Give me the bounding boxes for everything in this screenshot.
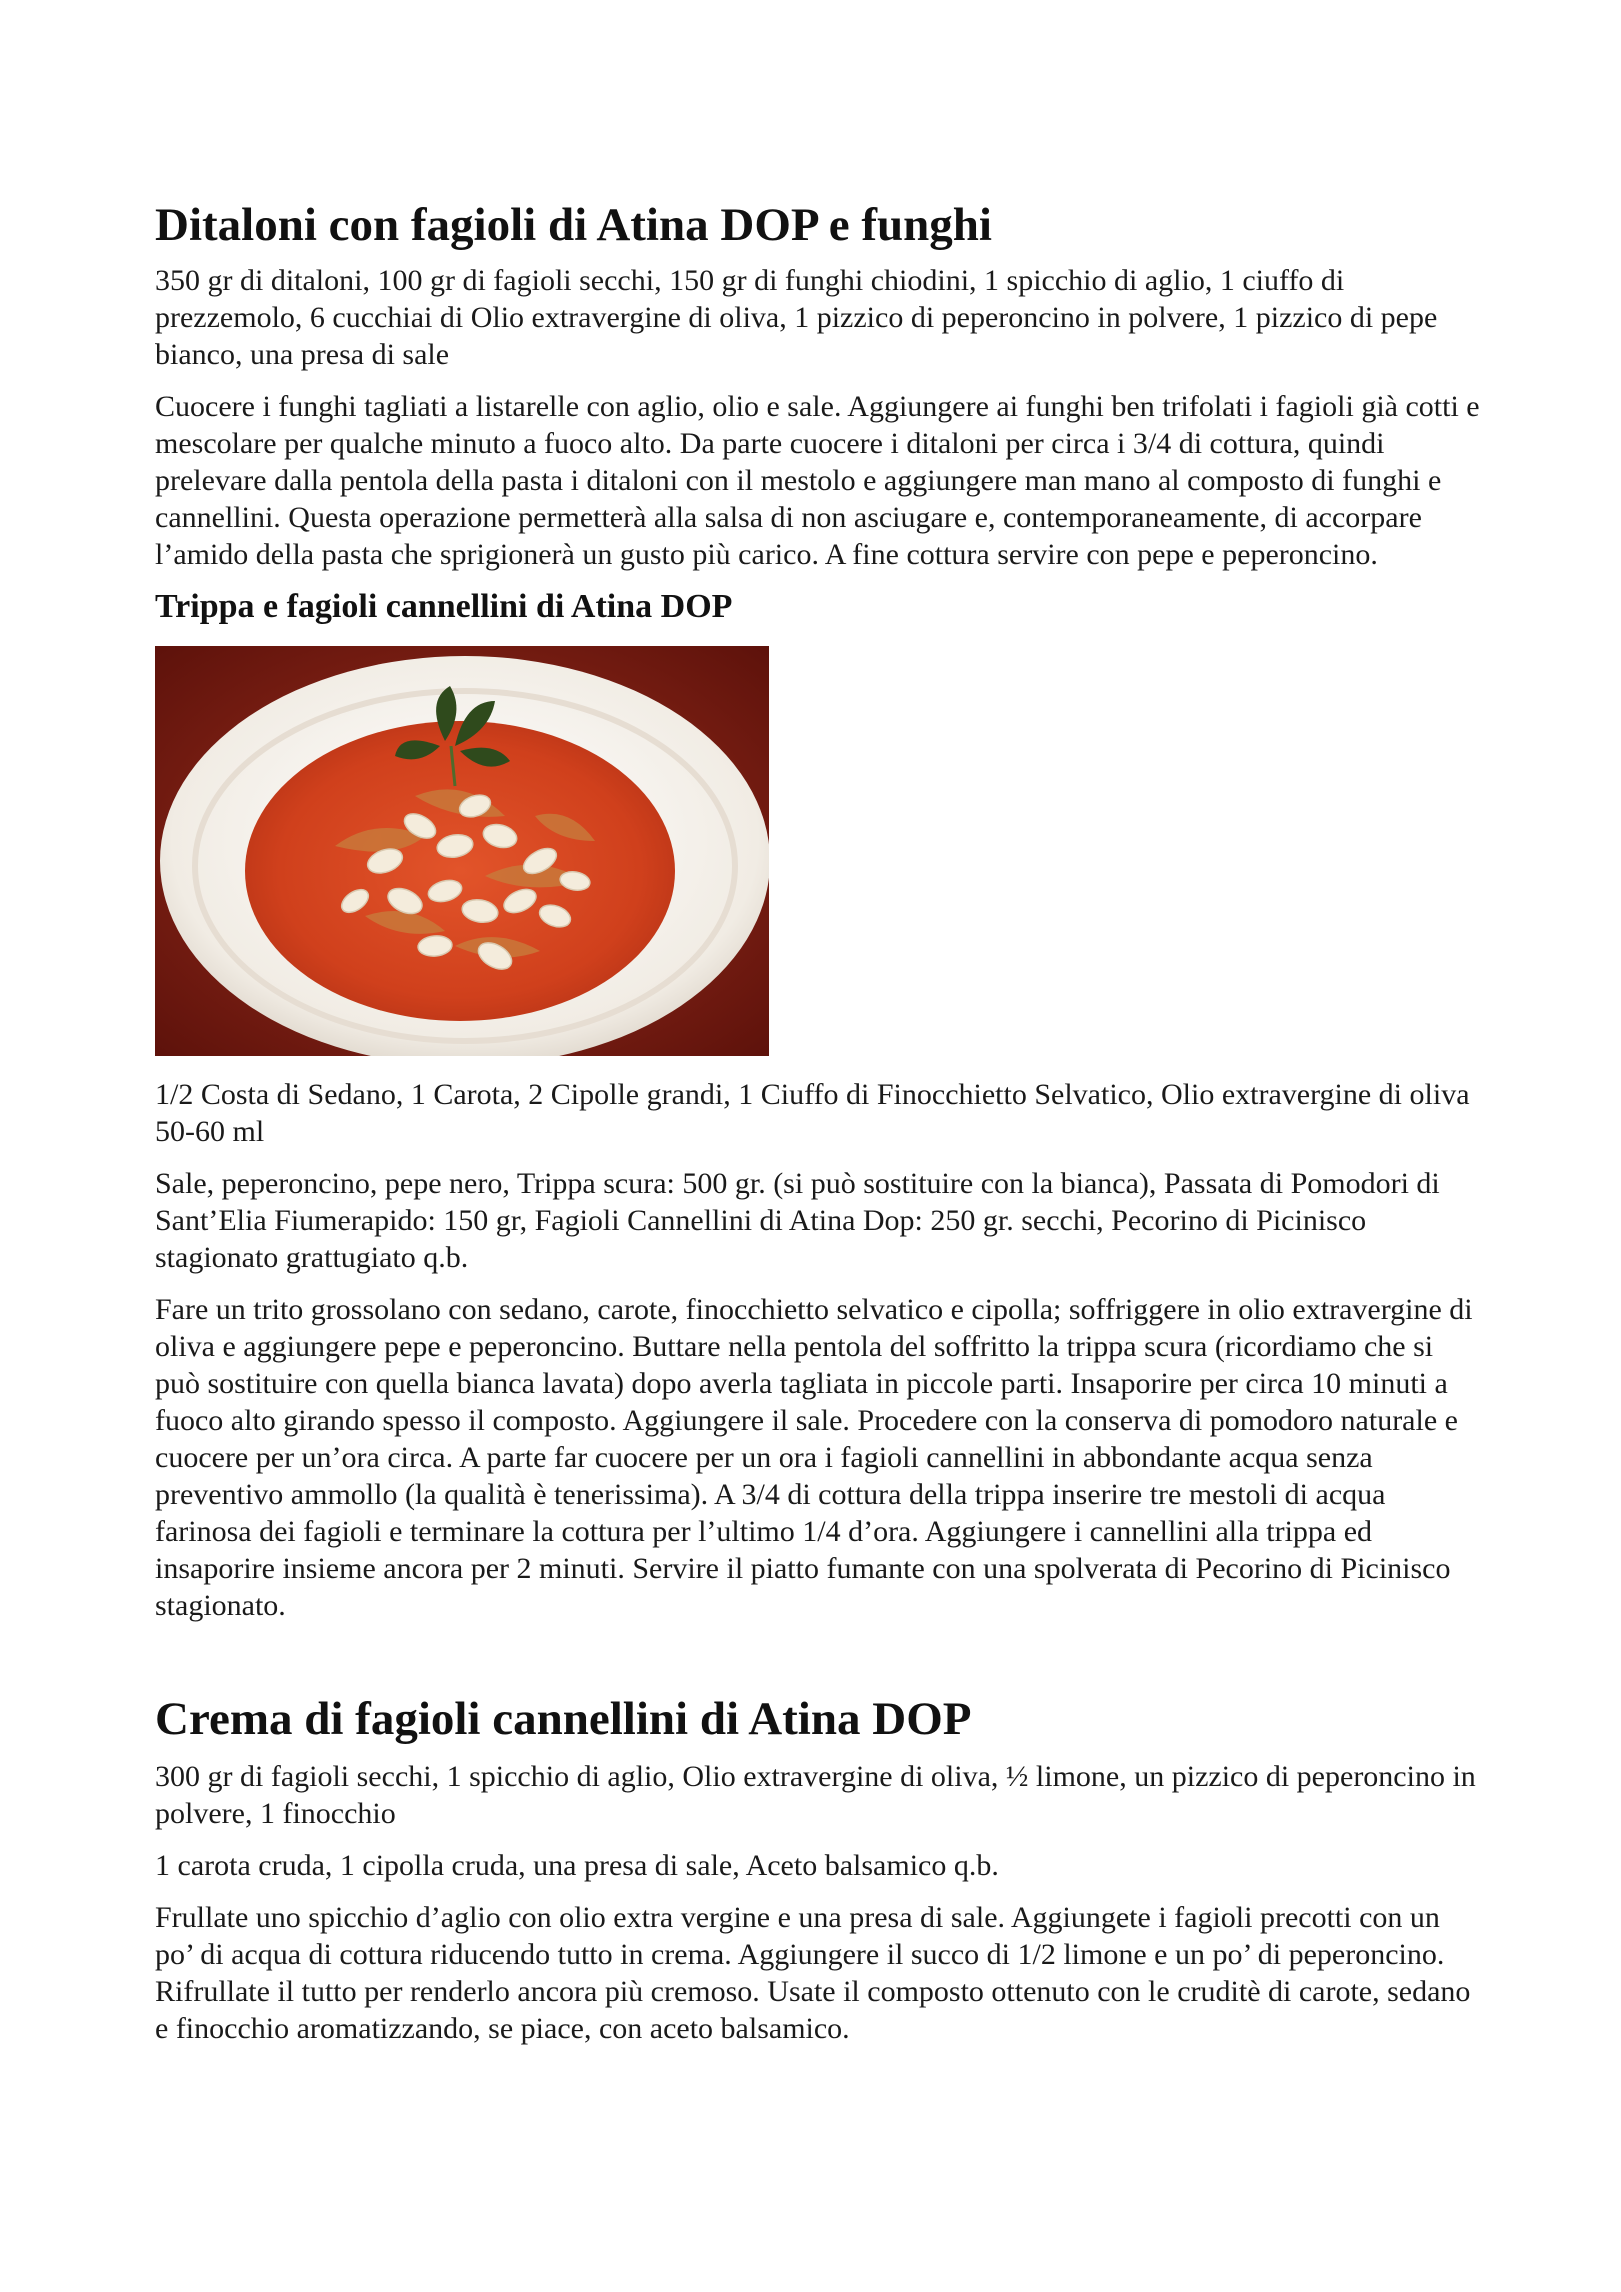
recipe-crema	[155, 1690, 1485, 2047]
recipe-ingredients: Sale, peperoncino, pepe nero, Trippa scura: 500 gr. (si può sostituire con la bianca), Passata di Pomodori di Sant’Elia Fiumerapido: 150 gr, Fagioli Cannellini di Atina Dop: 250 gr. secchi, Pecorino di Picinisco stagionato grattugiato q.b.	[155, 1167, 1440, 1274]
recipe-title: Ditaloni con fagioli di Atina DOP e funghi	[155, 199, 992, 251]
recipe-title: Trippa e fagioli cannellini di Atina DOP	[155, 588, 733, 625]
recipe-ingredients: 1/2 Costa di Sedano, 1 Carota, 2 Cipolle grandi, 1 Ciuffo di Finocchietto Selvatico, Olio extravergine di oliva 50-60 ml	[155, 1078, 1470, 1148]
dish-photo	[155, 646, 769, 1056]
document-content	[155, 196, 1485, 2047]
recipe-ditaloni	[155, 196, 1485, 573]
recipe-ingredients: 1 carota cruda, 1 cipolla cruda, una presa di sale, Aceto balsamico q.b.	[155, 1849, 999, 1882]
recipe-procedure: Fare un trito grossolano con sedano, carote, finocchietto selvatico e cipolla; soffriggere in olio extravergine di oliva e aggiungere pepe e peperoncino. Buttare nella pentola del soffritto la trippa scura (ricordiamo che si può sostituire con quella bianca lavata) dopo averla tagliata in piccole parti. Insaporire per circa 10 minuti a fuoco alto girando spesso il composto. Aggiungere il sale. Procedere con la conserva di pomodoro naturale e cuocere per un’ora circa. A parte far cuocere per un ora i fagioli cannellini in abbondante acqua senza preventivo ammollo (la qualità è tenerissima). A 3/4 di cottura della trippa inserire tre mestoli di acqua farinosa dei fagioli e terminare la cottura per l’ultimo 1/4 d’ora. Aggiungere i cannellini alla trippa ed insaporire insieme ancora per 2 minuti. Servire il piatto fumante con una spolverata di Pecorino di Picinisco stagionato.	[155, 1293, 1473, 1622]
recipe-ingredients: 300 gr di fagioli secchi, 1 spicchio di aglio, Olio extravergine di oliva, ½ limone, un pizzico di peperoncino in polvere, 1 finocchio	[155, 1760, 1476, 1830]
recipe-procedure: Cuocere i funghi tagliati a listarelle con aglio, olio e sale. Aggiungere ai funghi ben trifolati i fagioli già cotti e mescolare per qualche minuto a fuoco alto. Da parte cuocere i ditaloni per circa i 3/4 di cottura, quindi prelevare dalla pentola della pasta i ditaloni con il mestolo e aggiungere man mano al composto di funghi e cannellini. Questa operazione permetterà alla salsa di non asciugare e, contemporaneamente, di accorpare l’amido della pasta che sprigionerà un gusto più carico. A fine cottura servire con pepe e peperoncino.	[155, 390, 1480, 571]
recipe-title: Crema di fagioli cannellini di Atina DOP	[155, 1693, 972, 1745]
recipe-ingredients: 350 gr di ditaloni, 100 gr di fagioli secchi, 150 gr di funghi chiodini, 1 spicchio di aglio, 1 ciuffo di prezzemolo, 6 cucchiai di Olio extravergine di oliva, 1 pizzico di peperoncino in polvere, 1 pizzico di pepe bianco, una presa di sale	[155, 264, 1438, 371]
recipe-trippa	[155, 585, 1485, 1624]
recipe-procedure: Frullate uno spicchio d’aglio con olio extra vergine e una presa di sale. Aggiungete i fagioli precotti con un po’ di acqua di cottura riducendo tutto in crema. Aggiungere il succo di 1/2 limone e un po’ di peperoncino. Rifrullate il tutto per renderlo ancora più cremoso. Usate il composto ottenuto con le cruditè di carote, sedano e finocchio aromatizzando, se piace, con aceto balsamico.	[155, 1901, 1471, 2045]
